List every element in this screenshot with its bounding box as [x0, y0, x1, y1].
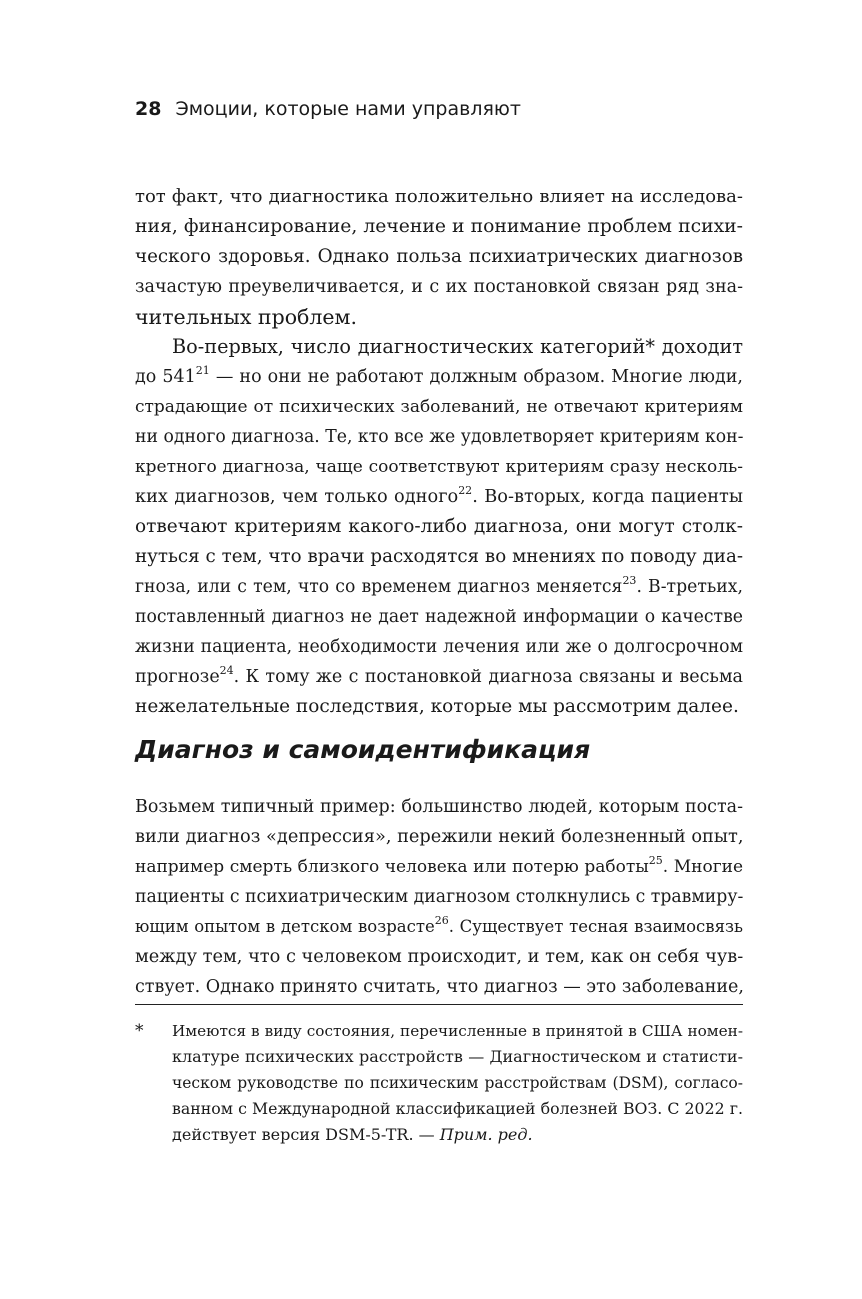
text-line: например смерть близкого человека или потерю работы$^{25}$. Многие — [135, 854, 744, 877]
footnote-line: ванном с Международной классификацией болезней ВОЗ. С 2022 г. — [172, 1099, 743, 1118]
page-number: 28 — [135, 98, 162, 120]
text-line: вили диагноз «депрессия», пережили некий болезненный опыт, — [135, 827, 744, 847]
text-line: гноза, или с тем, что со временем диагноз меняется$^{23}$. В-третьих, — [135, 574, 743, 597]
footnote-line: Имеются в виду состояния, перечисленные в принятой в США номен- — [172, 1022, 743, 1040]
text-line: чительных проблем. — [135, 305, 358, 329]
text-line: тот факт, что диагностика положительно влияет на исследова- — [135, 186, 743, 207]
text-line: кретного диагноза, чаще соответствуют критериям сразу несколь- — [135, 457, 743, 477]
text-line: до $541^{21}$ — но они не работают должным образом. Многие люди, — [135, 364, 743, 387]
text-line: прогнозе$^{24}$. К тому же с постановкой диагноза связаны и весьма — [135, 664, 743, 687]
text-line: отвечают критериям какого-либо диагноза, они могут столк- — [135, 516, 743, 537]
text-line: ких диагнозов, чем только одного$^{22}$. Во-вторых, когда пациенты — [135, 484, 743, 507]
text-line: ния, финансирование, лечение и понимание проблем психи- — [135, 216, 743, 237]
text-line: ющим опытом в детском возрасте$^{26}$. Существует тесная взаимосвязь — [135, 914, 743, 936]
footnote-ref[interactable]: 23 — [622, 574, 637, 587]
footnote-marker: * — [135, 1021, 144, 1041]
text-line: ни одного диагноза. Те, кто все же удовлетворяет критериям кон- — [135, 427, 744, 447]
footnote-ref[interactable]: 24 — [219, 664, 234, 677]
text-line: страдающие от психических заболеваний, не отвечают критериям — [135, 397, 743, 417]
footnote-line: действует версия DSM-5-TR. — Прим. ред. — [172, 1125, 533, 1144]
text-line: нуться с тем, что врачи расходятся во мнениях по поводу диа- — [135, 546, 743, 567]
running-header — [135, 98, 521, 120]
footnote-ref[interactable]: 21 — [195, 364, 210, 377]
footnote-line: клатуре психических расстройств — Диагностическом и статисти- — [172, 1047, 743, 1066]
text-line: поставленный диагноз не дает надежной информации о качестве — [135, 607, 743, 627]
text-line: Во-первых, число диагностических категорий* доходит — [172, 335, 743, 358]
text-line: нежелательные последствия, которые мы рассмотрим далее. — [135, 696, 739, 717]
book-title: Эмоции, которые нами управляют — [175, 98, 521, 120]
editor-note: Прим. ред. — [439, 1125, 533, 1144]
footnote-line: ческом руководстве по психическим расстройствам (DSM), согласо- — [172, 1074, 743, 1092]
footnote-ref[interactable]: 22 — [458, 484, 473, 497]
section-heading: Диагноз и самоидентификация — [135, 735, 591, 764]
text-line: жизни пациента, необходимости лечения или же о долгосрочном — [135, 637, 743, 657]
text-line: ческого здоровья. Однако польза психиатрических диагнозов — [135, 246, 743, 267]
text-line: пациенты с психиатрическим диагнозом столкнулись с травмиру- — [135, 887, 744, 907]
text-line: Возьмем типичный пример: большинство людей, которым поста- — [135, 797, 743, 817]
text-line: между тем, что с человеком происходит, и тем, как он себя чув- — [135, 947, 744, 967]
footnote-divider — [135, 1004, 743, 1005]
footnote-ref[interactable]: 26 — [434, 914, 449, 927]
footnote-ref[interactable]: 25 — [648, 854, 663, 867]
text-line: зачастую преувеличивается, и с их постановкой связан ряд зна- — [135, 277, 743, 297]
text-line: ствует. Однако принято считать, что диагноз — это заболевание, — [135, 977, 744, 997]
